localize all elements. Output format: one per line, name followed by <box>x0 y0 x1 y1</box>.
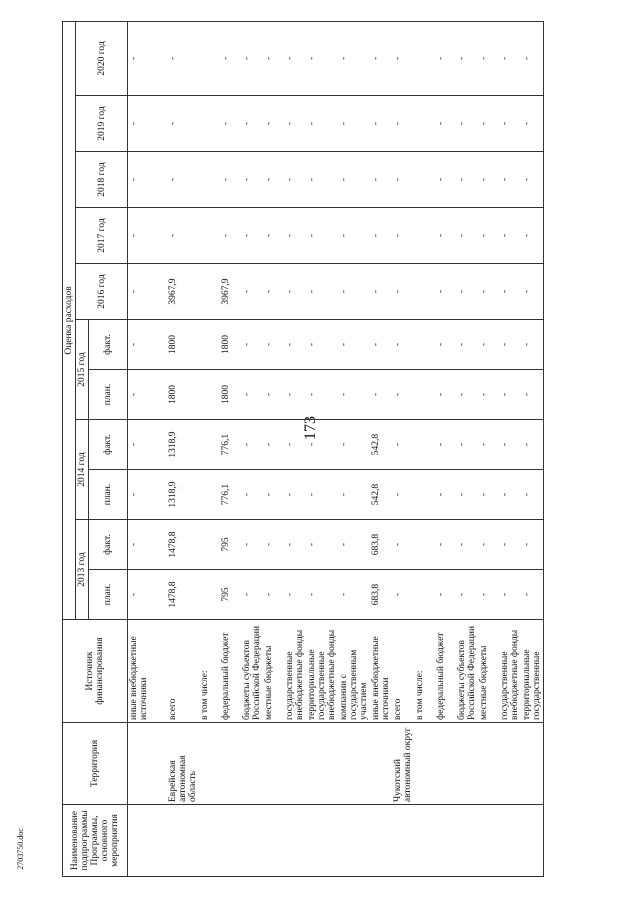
cell-value: - <box>392 470 414 520</box>
cell-value <box>414 320 435 370</box>
cell-value: - <box>478 520 499 570</box>
cell-value: - <box>284 570 306 620</box>
cell-value: - <box>306 420 338 470</box>
document-reference: 2703750.doc <box>16 828 25 870</box>
cell-territory: Чукотский автономный округ <box>392 723 414 805</box>
cell-value: - <box>392 420 414 470</box>
cell-value: - <box>128 470 168 520</box>
cell-value: - <box>241 208 263 264</box>
cell-territory <box>435 723 456 805</box>
cell-value <box>414 208 435 264</box>
cell-territory: Еврейская автономная область <box>167 723 199 805</box>
table-row <box>478 21 499 876</box>
header-2015-fact: факт. <box>89 320 128 370</box>
cell-value: 542,8 <box>370 420 392 470</box>
cell-value: - <box>263 96 284 152</box>
table-row <box>338 21 370 876</box>
cell-value: 1800 <box>220 370 241 420</box>
cell-value: - <box>370 370 392 420</box>
cell-territory <box>306 723 338 805</box>
cell-value: 3967,9 <box>167 264 199 320</box>
cell-territory <box>199 723 220 805</box>
cell-value <box>414 21 435 95</box>
cell-value: - <box>370 152 392 208</box>
cell-value: - <box>241 370 263 420</box>
cell-source: местные бюджеты <box>478 620 499 723</box>
expense-table <box>62 21 544 877</box>
cell-value: - <box>435 264 456 320</box>
cell-territory <box>478 723 499 805</box>
cell-value <box>199 152 220 208</box>
cell-value: - <box>128 208 168 264</box>
cell-value: - <box>478 420 499 470</box>
cell-source: федеральный бюджет <box>220 620 241 723</box>
cell-value <box>414 520 435 570</box>
cell-value <box>199 208 220 264</box>
cell-value: - <box>478 264 499 320</box>
cell-value: - <box>241 320 263 370</box>
cell-value: - <box>370 208 392 264</box>
cell-value: - <box>456 208 478 264</box>
cell-name <box>284 805 306 877</box>
cell-value: - <box>263 264 284 320</box>
cell-value: - <box>521 570 544 620</box>
cell-value: - <box>338 320 370 370</box>
cell-value: - <box>392 96 414 152</box>
cell-value <box>199 420 220 470</box>
cell-name <box>499 805 521 877</box>
cell-value: - <box>306 264 338 320</box>
cell-value: - <box>456 470 478 520</box>
cell-territory <box>263 723 284 805</box>
table-row <box>241 21 263 876</box>
table-row <box>521 21 544 876</box>
cell-value: - <box>456 264 478 320</box>
cell-name <box>263 805 284 877</box>
cell-value: - <box>284 320 306 370</box>
cell-value: - <box>306 96 338 152</box>
cell-territory <box>284 723 306 805</box>
cell-value: - <box>284 420 306 470</box>
cell-value: - <box>499 320 521 370</box>
cell-value: - <box>338 264 370 320</box>
cell-territory <box>414 723 435 805</box>
cell-value: - <box>128 152 168 208</box>
cell-value: - <box>284 96 306 152</box>
cell-value: - <box>435 570 456 620</box>
table-row <box>370 21 392 876</box>
cell-value: - <box>499 208 521 264</box>
cell-value: - <box>220 96 241 152</box>
header-2017: 2017 год <box>76 208 128 264</box>
table-row <box>306 21 338 876</box>
cell-value: - <box>338 570 370 620</box>
header-2013-plan: план. <box>89 570 128 620</box>
table-row <box>499 21 521 876</box>
cell-source: иные внебюджетные источники <box>128 620 168 723</box>
cell-value: - <box>167 96 199 152</box>
cell-value: 1800 <box>167 370 199 420</box>
cell-value: - <box>478 320 499 370</box>
cell-value: - <box>392 264 414 320</box>
cell-value: - <box>306 208 338 264</box>
cell-value: - <box>435 96 456 152</box>
cell-name <box>128 805 168 877</box>
cell-value: - <box>499 96 521 152</box>
cell-value <box>199 96 220 152</box>
table-row <box>284 21 306 876</box>
cell-value: 795 <box>220 570 241 620</box>
header-2014-fact: факт. <box>89 420 128 470</box>
cell-value: - <box>521 370 544 420</box>
cell-value: - <box>306 520 338 570</box>
cell-value <box>414 370 435 420</box>
cell-value: - <box>220 152 241 208</box>
cell-value: - <box>306 570 338 620</box>
cell-value: 1800 <box>167 320 199 370</box>
cell-value: - <box>370 21 392 95</box>
cell-value: - <box>241 520 263 570</box>
cell-value: - <box>284 152 306 208</box>
cell-value: 1318,9 <box>167 470 199 520</box>
cell-value <box>414 96 435 152</box>
cell-value: - <box>392 208 414 264</box>
cell-value: - <box>499 152 521 208</box>
cell-value: - <box>521 520 544 570</box>
cell-name <box>456 805 478 877</box>
cell-value: 683,8 <box>370 520 392 570</box>
cell-value: - <box>392 152 414 208</box>
page-number: 173 <box>302 416 319 440</box>
cell-value: - <box>456 96 478 152</box>
cell-value: - <box>370 96 392 152</box>
cell-value: - <box>284 470 306 520</box>
header-2014: 2014 год <box>76 420 89 520</box>
header-2016: 2016 год <box>76 264 128 320</box>
cell-value: - <box>456 370 478 420</box>
cell-name <box>392 805 414 877</box>
cell-value: - <box>392 570 414 620</box>
cell-name <box>199 805 220 877</box>
cell-territory <box>241 723 263 805</box>
cell-value: - <box>370 320 392 370</box>
cell-value <box>199 370 220 420</box>
header-territory: Территория <box>63 723 128 805</box>
cell-territory <box>521 723 544 805</box>
cell-value: - <box>499 470 521 520</box>
cell-name <box>306 805 338 877</box>
cell-value: - <box>128 320 168 370</box>
cell-name <box>338 805 370 877</box>
cell-territory <box>128 723 168 805</box>
cell-value: - <box>435 470 456 520</box>
cell-value: - <box>241 470 263 520</box>
cell-value: - <box>435 420 456 470</box>
cell-value: - <box>128 264 168 320</box>
cell-value: - <box>478 370 499 420</box>
cell-value <box>414 420 435 470</box>
header-2014-plan: план. <box>89 470 128 520</box>
cell-value: - <box>306 152 338 208</box>
cell-value: - <box>128 570 168 620</box>
cell-source: всего <box>167 620 199 723</box>
cell-value: - <box>392 21 414 95</box>
table-row <box>435 21 456 876</box>
cell-value: - <box>338 420 370 470</box>
cell-source: всего <box>392 620 414 723</box>
cell-territory <box>338 723 370 805</box>
cell-value: - <box>435 152 456 208</box>
cell-value: - <box>220 208 241 264</box>
cell-territory <box>370 723 392 805</box>
cell-value: - <box>435 520 456 570</box>
cell-territory <box>220 723 241 805</box>
cell-value: - <box>456 570 478 620</box>
cell-source: федеральный бюджет <box>435 620 456 723</box>
cell-value: - <box>128 420 168 470</box>
cell-value: - <box>521 208 544 264</box>
cell-value: - <box>456 320 478 370</box>
cell-name <box>241 805 263 877</box>
cell-value: - <box>263 420 284 470</box>
cell-name <box>478 805 499 877</box>
cell-value: - <box>456 520 478 570</box>
cell-value: - <box>435 370 456 420</box>
cell-territory <box>499 723 521 805</box>
table-row <box>392 21 414 876</box>
cell-value: - <box>499 420 521 470</box>
cell-source: государственные внебюджетные фонды <box>284 620 306 723</box>
cell-value: - <box>263 152 284 208</box>
cell-value: - <box>306 320 338 370</box>
cell-value: - <box>521 96 544 152</box>
table-header <box>63 21 128 876</box>
header-2019: 2019 год <box>76 96 128 152</box>
cell-value: 1800 <box>220 320 241 370</box>
header-source: Источник финансирования <box>63 620 128 723</box>
cell-value: - <box>521 420 544 470</box>
header-2020: 2020 год <box>76 21 128 95</box>
cell-value <box>414 152 435 208</box>
cell-source: бюджеты субъектов Российской Федерации <box>456 620 478 723</box>
cell-source: в том числе: <box>199 620 220 723</box>
cell-value: - <box>478 208 499 264</box>
cell-source: государственные внебюджетные фонды <box>499 620 521 723</box>
cell-name <box>220 805 241 877</box>
cell-value: - <box>128 520 168 570</box>
cell-value: - <box>263 520 284 570</box>
cell-name <box>167 805 199 877</box>
cell-value: - <box>263 570 284 620</box>
cell-source: компании с государственным участием <box>338 620 370 723</box>
cell-value: - <box>338 208 370 264</box>
cell-value: - <box>521 320 544 370</box>
table-row <box>128 21 168 876</box>
cell-territory <box>456 723 478 805</box>
cell-value: - <box>167 21 199 95</box>
cell-value: - <box>521 264 544 320</box>
cell-value: - <box>167 208 199 264</box>
cell-value <box>414 264 435 320</box>
cell-value: 776,1 <box>220 470 241 520</box>
cell-source: территориальные государственные внебюджетные фонды <box>306 620 338 723</box>
cell-value: - <box>338 96 370 152</box>
cell-value: - <box>478 152 499 208</box>
cell-value <box>414 470 435 520</box>
cell-value: - <box>435 320 456 370</box>
cell-value: - <box>499 21 521 95</box>
header-expenses: Оценка расходов <box>63 21 76 619</box>
cell-value: 3967,9 <box>220 264 241 320</box>
cell-value: - <box>478 96 499 152</box>
cell-value: - <box>392 520 414 570</box>
cell-value: - <box>338 370 370 420</box>
table-row <box>263 21 284 876</box>
cell-value <box>199 520 220 570</box>
cell-value: - <box>392 320 414 370</box>
cell-value: - <box>370 264 392 320</box>
cell-value: - <box>338 152 370 208</box>
cell-value <box>199 21 220 95</box>
cell-value: - <box>284 264 306 320</box>
cell-value: 683,8 <box>370 570 392 620</box>
cell-value: - <box>263 21 284 95</box>
cell-value: - <box>128 21 168 95</box>
cell-value: - <box>284 520 306 570</box>
cell-source: бюджеты субъектов Российской Федерации <box>241 620 263 723</box>
cell-value <box>199 320 220 370</box>
table-row <box>456 21 478 876</box>
cell-value: - <box>284 370 306 420</box>
cell-value: - <box>338 21 370 95</box>
cell-value: - <box>241 264 263 320</box>
rotated-table-container <box>62 22 627 877</box>
cell-value: 542,8 <box>370 470 392 520</box>
cell-value: - <box>456 420 478 470</box>
cell-name <box>521 805 544 877</box>
cell-value: - <box>241 420 263 470</box>
cell-value: - <box>521 470 544 520</box>
cell-value: - <box>306 21 338 95</box>
cell-source: в том числе: <box>414 620 435 723</box>
cell-value: - <box>284 208 306 264</box>
cell-value: - <box>263 208 284 264</box>
cell-name <box>414 805 435 877</box>
cell-value: 1478,8 <box>167 520 199 570</box>
header-2013: 2013 год <box>76 520 89 620</box>
cell-value: - <box>241 570 263 620</box>
cell-value: - <box>499 264 521 320</box>
cell-name <box>435 805 456 877</box>
cell-value: - <box>499 570 521 620</box>
cell-value: - <box>521 152 544 208</box>
cell-value: - <box>220 21 241 95</box>
cell-value <box>199 470 220 520</box>
cell-value: - <box>263 320 284 370</box>
cell-value: - <box>128 370 168 420</box>
cell-value: - <box>241 152 263 208</box>
table-row <box>199 21 220 876</box>
cell-value: - <box>241 21 263 95</box>
cell-value: - <box>456 152 478 208</box>
cell-value: - <box>306 370 338 420</box>
header-name: Наименование подпрограммы Программы, основного мероприятия <box>63 805 128 877</box>
cell-value: - <box>392 370 414 420</box>
header-2013-fact: факт. <box>89 520 128 570</box>
cell-value: - <box>478 470 499 520</box>
cell-value: - <box>499 520 521 570</box>
cell-value: - <box>521 21 544 95</box>
header-2018: 2018 год <box>76 152 128 208</box>
cell-value: - <box>167 152 199 208</box>
cell-source: иные внебюджетные источники <box>370 620 392 723</box>
cell-name <box>370 805 392 877</box>
cell-value: - <box>478 570 499 620</box>
cell-value: - <box>263 470 284 520</box>
cell-value <box>199 570 220 620</box>
cell-value: - <box>241 96 263 152</box>
cell-value: - <box>284 21 306 95</box>
cell-source: местные бюджеты <box>263 620 284 723</box>
header-2015-plan: план. <box>89 370 128 420</box>
table-row <box>220 21 241 876</box>
cell-value: 795 <box>220 520 241 570</box>
cell-value: 1478,8 <box>167 570 199 620</box>
cell-value: - <box>306 470 338 520</box>
cell-value: 776,1 <box>220 420 241 470</box>
cell-value: - <box>338 470 370 520</box>
cell-value <box>199 264 220 320</box>
table-body <box>128 21 544 876</box>
table-row <box>167 21 199 876</box>
cell-value: - <box>128 96 168 152</box>
cell-value: - <box>478 21 499 95</box>
cell-value: - <box>435 21 456 95</box>
cell-value: - <box>499 370 521 420</box>
cell-source: территориальные государственные <box>521 620 544 723</box>
header-2015: 2015 год <box>76 320 89 420</box>
cell-value: - <box>435 208 456 264</box>
cell-value: - <box>338 520 370 570</box>
cell-value: 1318,9 <box>167 420 199 470</box>
table-row <box>414 21 435 876</box>
cell-value: - <box>263 370 284 420</box>
cell-value <box>414 570 435 620</box>
cell-value: - <box>456 21 478 95</box>
